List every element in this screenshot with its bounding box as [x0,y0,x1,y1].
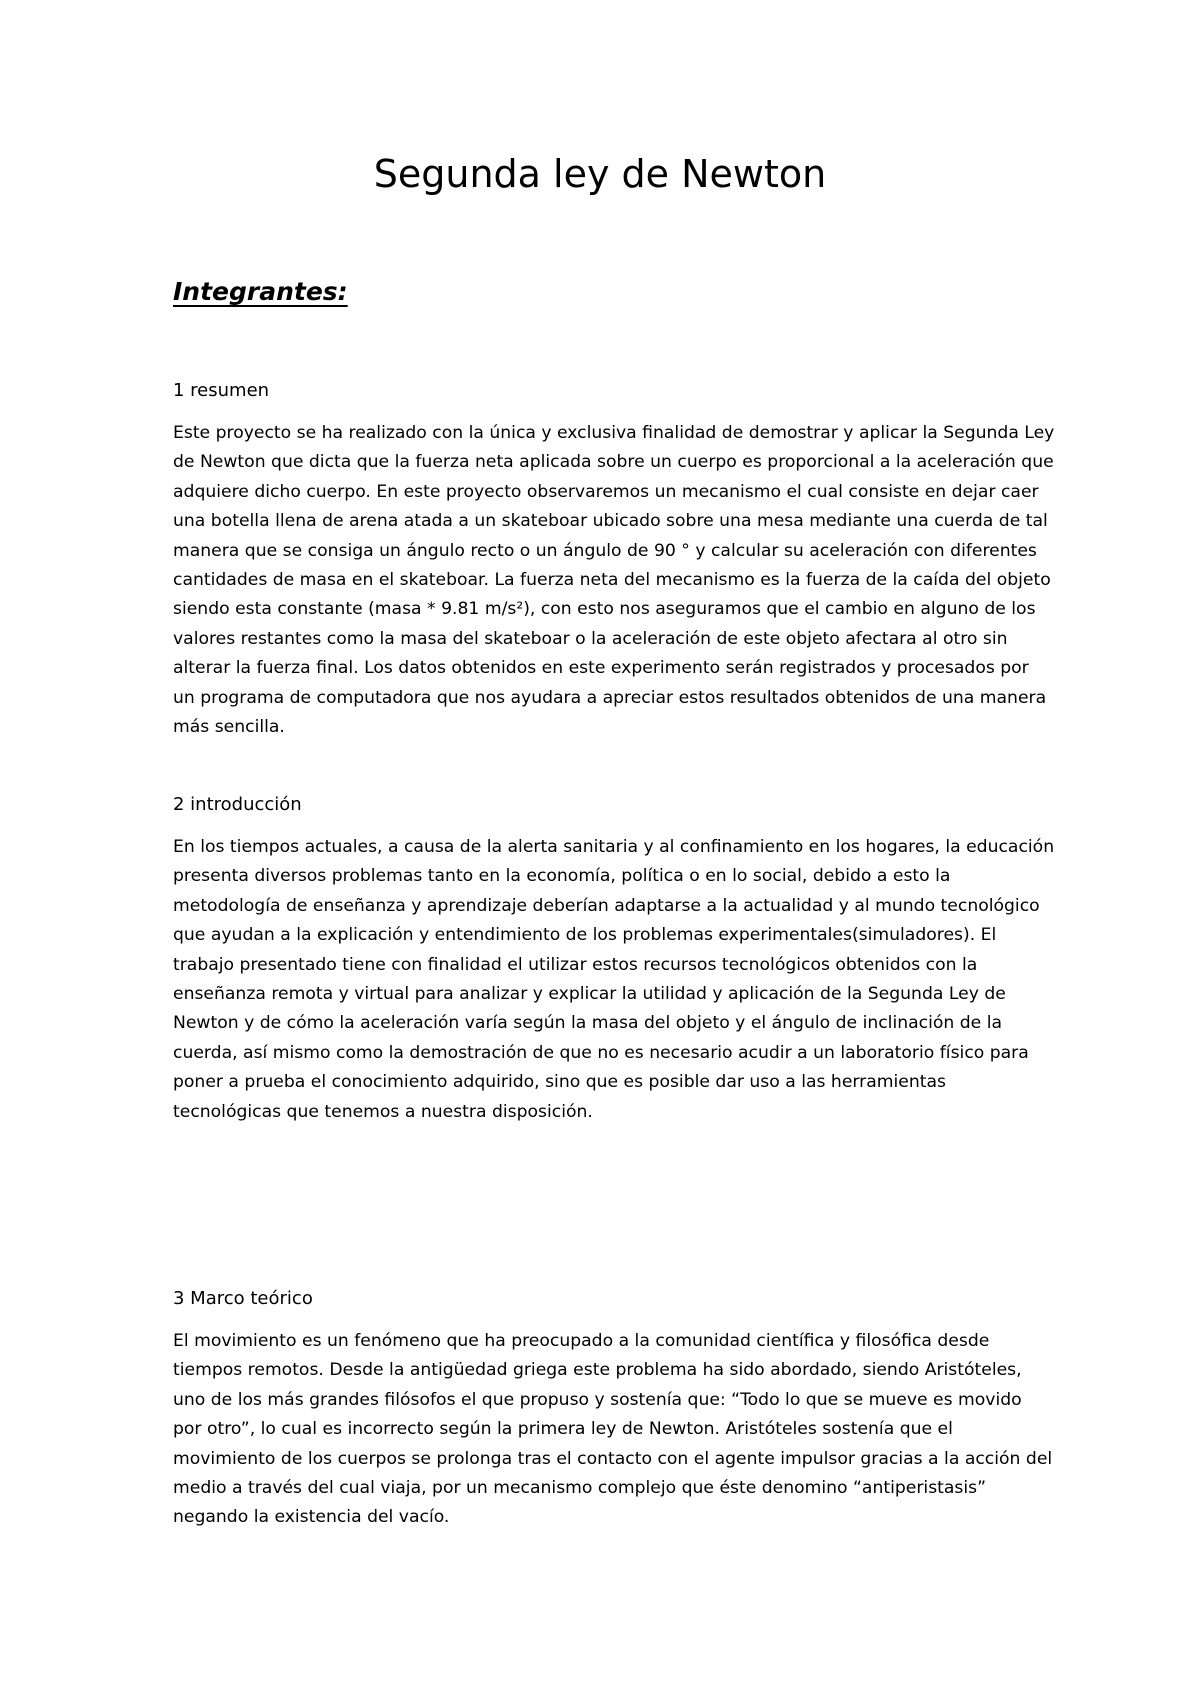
members-heading: Integrantes: [173,277,348,306]
section-body-introduccion: En los tiempos actuales, a causa de la alerta sanitaria y al confinamiento en los hogares, la educación presenta diversos problemas tanto en la economía, política o en lo social, debido a esto la metodología de enseñanza y aprendizaje deberían adaptarse a la actualidad y al mundo tecnológico que ayudan a la explicación y entendimiento de los problemas experimentales(simuladores). El trabajo presentado tiene con finalidad el utilizar estos recursos tecnológicos obtenidos con la enseñanza remota y virtual para analizar y explicar la utilidad y aplicación de la Segunda Ley de Newton y de cómo la aceleración varía según la masa del objeto y el ángulo de inclinación de la cuerda, así mismo como la demostración de que no es necesario acudir a un laboratorio físico para poner a prueba el conocimiento adquirido, sino que es posible dar uso a las herramientas tecnológicas que tenemos a nuestra disposición. [173,837,1055,1122]
section-heading-resumen: 1 resumen [173,380,270,401]
section-heading-introduccion: 2 introducción [173,794,302,815]
section-heading-marco-teorico: 3 Marco teórico [173,1288,313,1309]
section-body-resumen: Este proyecto se ha realizado con la única y exclusiva finalidad de demostrar y aplicar la Segunda Ley de Newton que dicta que la fuerza neta aplicada sobre un cuerpo es proporcional a la aceleración que adquiere dicho cuerpo. En este proyecto observaremos un mecanismo el cual consiste en dejar caer una botella llena de arena atada a un skateboar ubicado sobre una mesa mediante una cuerda de tal manera que se consiga un ángulo recto o un ángulo de 90 ° y calcular su aceleración con diferentes cantidades de masa en el skateboar. La fuerza neta del mecanismo es la fuerza de la caída del objeto siendo esta constante (masa * 9.81 m/s²), con esto nos aseguramos que el cambio en alguno de los valores restantes como la masa del skateboar o la aceleración de este objeto afectara al otro sin alterar la fuerza final. Los datos obtenidos en este experimento serán registrados y procesados por un programa de computadora que nos ayudara a apreciar estos resultados obtenidos de una manera más sencilla. [173,423,1055,738]
section-body-marco-teorico: El movimiento es un fenómeno que ha preocupado a la comunidad científica y filosófica desde tiempos remotos. Desde la antigüedad griega este problema ha sido abordado, siendo Aristóteles, uno de los más grandes filósofos el que propuso y sostenía que: “Todo lo que se mueve es movido por otro”, lo cual es incorrecto según la primera ley de Newton. Aristóteles sostenía que el movimiento de los cuerpos se prolonga tras el contacto con el agente impulsor gracias a la acción del medio a través del cual viaja, por un mecanismo complejo que éste denomino “antiperistasis” negando la existencia del vacío. [173,1331,1053,1528]
document-title: Segunda ley de Newton [373,152,827,196]
